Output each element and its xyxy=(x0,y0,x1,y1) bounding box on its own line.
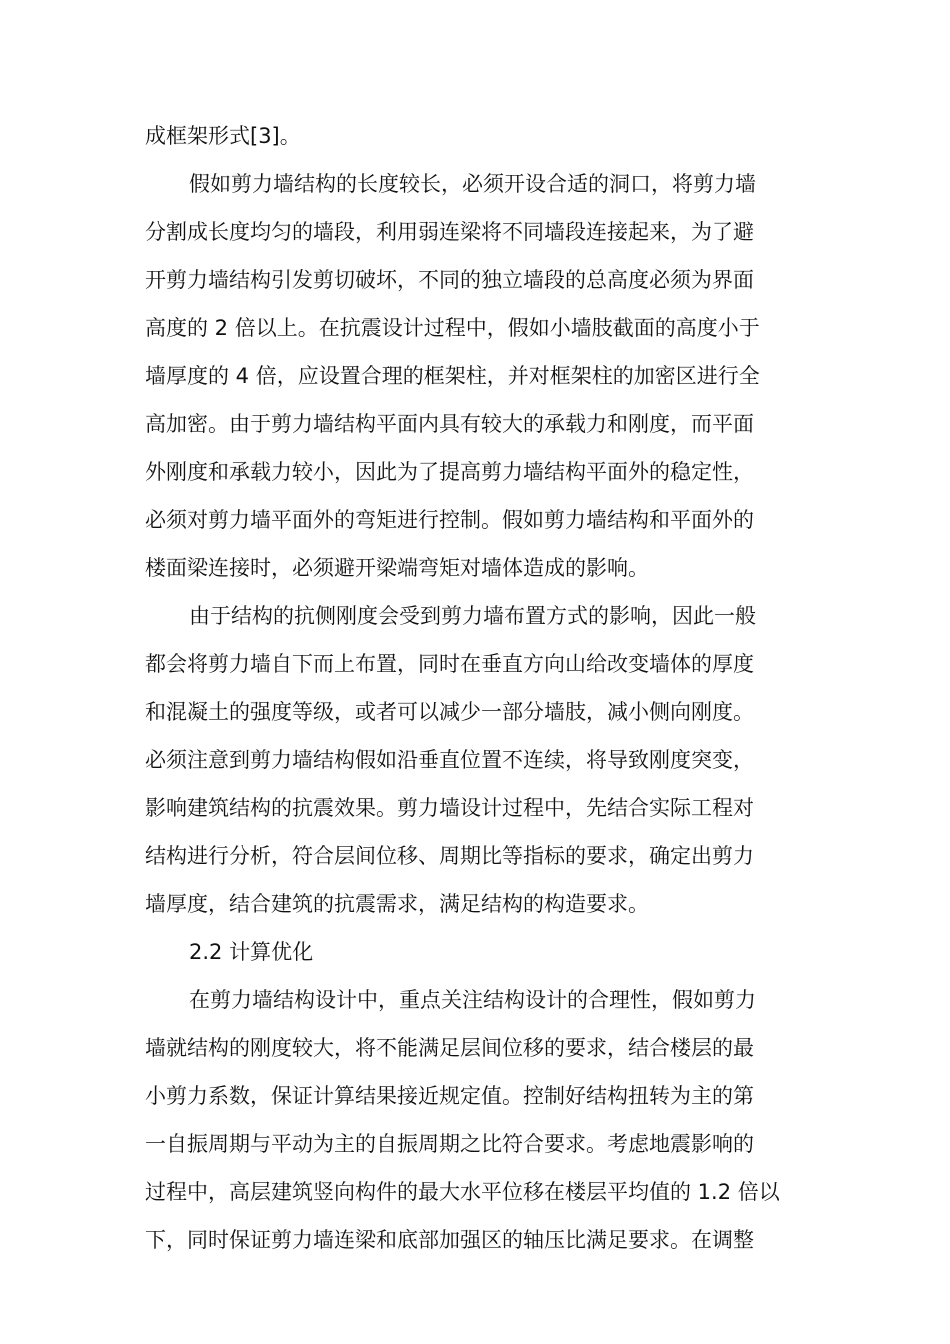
text-line-6: 墙厚度的 4 倍，应设置合理的框架柱，并对框架柱的加密区进行全 xyxy=(145,364,760,388)
text-line-4: 开剪力墙结构引发剪切破坏，不同的独立墙段的总高度必须为界面 xyxy=(145,268,754,292)
text-line-14: 必须注意到剪力墙结构假如沿垂直位置不连续，将导致刚度突变， xyxy=(145,748,754,772)
text-line-16: 结构进行分析，符合层间位移、周期比等指标的要求，确定出剪力 xyxy=(145,844,754,868)
text-line-19: 在剪力墙结构设计中，重点关注结构设计的合理性，假如剪力 xyxy=(189,988,756,1012)
text-line-23: 过程中，高层建筑竖向构件的最大水平位移在楼层平均值的 1.2 倍以 xyxy=(145,1180,780,1204)
text-line-24: 下，同时保证剪力墙连梁和底部加强区的轴压比满足要求。在调整 xyxy=(145,1228,754,1252)
text-line-10: 楼面梁连接时，必须避开梁端弯矩对墙体造成的影响。 xyxy=(145,556,649,580)
text-line-21: 小剪力系数，保证计算结果接近规定值。控制好结构扭转为主的第 xyxy=(145,1084,754,1108)
text-line-12: 都会将剪力墙自下而上布置，同时在垂直方向山给改变墙体的厚度 xyxy=(145,652,754,676)
text-line-3: 分割成长度均匀的墙段，利用弱连梁将不同墙段连接起来，为了避 xyxy=(145,220,754,244)
text-line-22: 一自振周期与平动为主的自振周期之比符合要求。考虑地震影响的 xyxy=(145,1132,754,1156)
text-line-17: 墙厚度，结合建筑的抗震需求，满足结构的构造要求。 xyxy=(145,892,649,916)
text-line-11: 由于结构的抗侧刚度会受到剪力墙布置方式的影响，因此一般 xyxy=(189,604,756,628)
text-line-13: 和混凝土的强度等级，或者可以减少一部分墙肢，减小侧向刚度。 xyxy=(145,700,754,724)
text-line-2: 假如剪力墙结构的长度较长，必须开设合适的洞口，将剪力墙 xyxy=(189,172,756,196)
text-line-9: 必须对剪力墙平面外的弯矩进行控制。假如剪力墙结构和平面外的 xyxy=(145,508,754,532)
section-heading: 2.2 计算优化 xyxy=(189,940,314,964)
text-line-15: 影响建筑结构的抗震效果。剪力墙设计过程中，先结合实际工程对 xyxy=(145,796,754,820)
text-line-1: 成框架形式[3]。 xyxy=(145,124,301,148)
text-line-8: 外刚度和承载力较小，因此为了提高剪力墙结构平面外的稳定性， xyxy=(145,460,754,484)
text-line-5: 高度的 2 倍以上。在抗震设计过程中，假如小墙肢截面的高度小于 xyxy=(145,316,760,340)
text-line-7: 高加密。由于剪力墙结构平面内具有较大的承载力和刚度，而平面 xyxy=(145,412,754,436)
text-line-20: 墙就结构的刚度较大，将不能满足层间位移的要求，结合楼层的最 xyxy=(145,1036,754,1060)
